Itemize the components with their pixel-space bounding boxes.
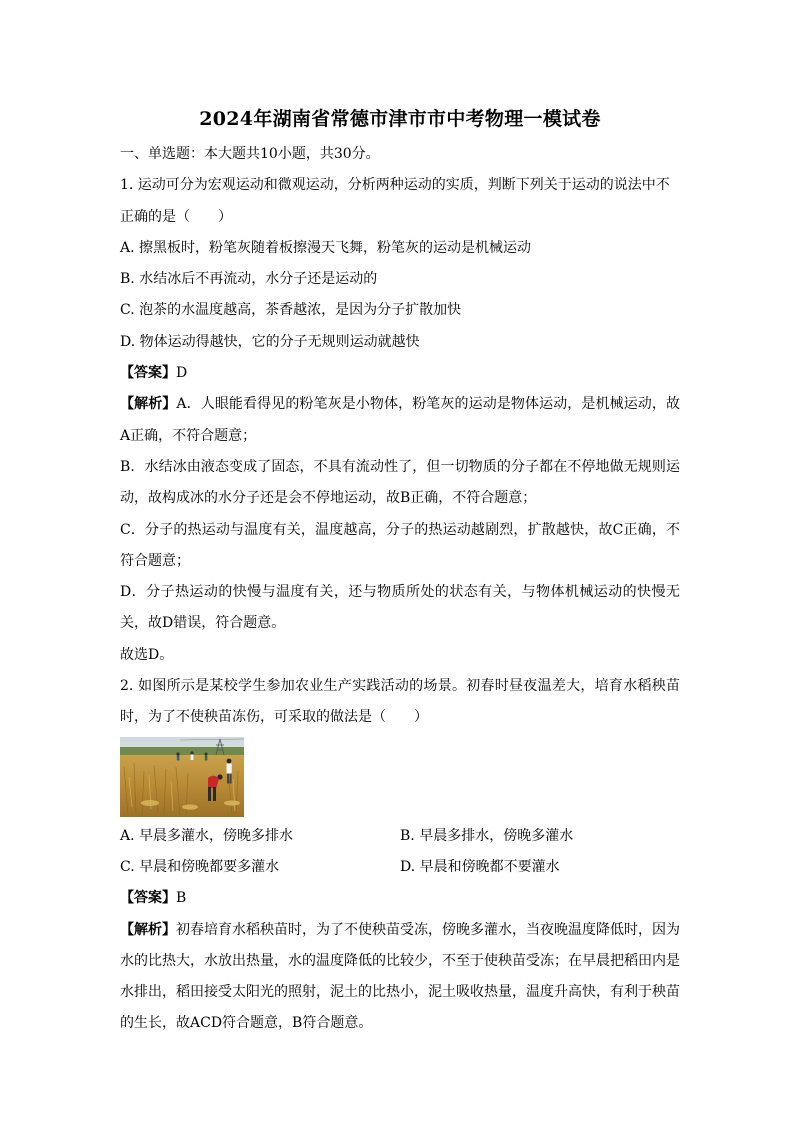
question-1 <box>120 170 680 671</box>
analysis-label: 【解析】 <box>120 921 176 938</box>
rice-field-illustration <box>120 737 244 817</box>
exam-title: 2024年湖南省常德市津市市中考物理一模试卷 <box>199 108 601 130</box>
question-2-option-a: A. 早晨多灌水，傍晚多排水 <box>120 827 294 844</box>
question-1-answer <box>120 358 680 389</box>
answer-label: 【答案】 <box>120 365 176 382</box>
question-1-analysis-b: B．水结冰由液态变成了固态，不具有流动性了，但一切物质的分子都在不停地做无规则运动，故构成冰的水分子还是会不停地运动，故B正确，不符合题意； <box>120 458 680 507</box>
analysis-text: 初春培育水稻秧苗时，为了不使秧苗受冻，傍晚多灌水，当夜晚温度降低时，因为水的比热大，水放出热量，水的温度降低的比较少，不至于使秧苗受冻；在早晨把稻田内是水排出，稻田接受太阳光的照射，泥土的比热小，泥土吸收热量，温度升高快，有利于秧苗的生长，故ACD符合题意，B符合题意。 <box>120 921 680 1032</box>
question-2-options-row2 <box>120 852 680 883</box>
answer-label: 【答案】 <box>120 890 176 907</box>
answer-value: D <box>176 365 188 382</box>
question-1-stem-line2: 正确的是（ ） <box>120 208 232 225</box>
question-1-analysis-d: D．分子热运动的快慢与温度有关，还与物质所处的状态有关，与物体机械运动的快慢无关，故D错误，符合题意。 <box>120 584 680 632</box>
answer-value: B <box>176 890 187 907</box>
section-header: 一、单选题：本大题共10小题，共30分。 <box>120 146 380 162</box>
question-2-options-row1 <box>120 821 680 852</box>
question-1-analysis-a <box>120 389 680 452</box>
analysis-label: 【解析】 <box>120 396 177 413</box>
question-2-answer <box>120 883 680 914</box>
analysis-text: A．人眼能看得见的粉笔灰是小物体，粉笔灰的运动是物体运动，是机械运动，故A正确，不符合题意； <box>120 396 681 444</box>
question-1-conclusion: 故选D。 <box>120 646 174 663</box>
question-1-option-d: D. 物体运动得越快，它的分子无规则运动就越快 <box>120 333 420 350</box>
question-1-stem-line1: 1. 运动可分为宏观运动和微观运动，分析两种运动的实质，判断下列关于运动的说法中不 <box>120 177 670 194</box>
question-1-analysis-c: C．分子的热运动与温度有关，温度越高，分子的热运动越剧烈，扩散越快，故C正确，不符合题意； <box>120 521 680 569</box>
question-2-option-d: D. 早晨和傍晚都不要灌水 <box>400 858 560 875</box>
question-1-option-a: A. 擦黑板时，粉笔灰随着板擦漫天飞舞，粉笔灰的运动是机械运动 <box>120 239 532 256</box>
question-2-option-c: C. 早晨和傍晚都要多灌水 <box>120 858 280 875</box>
question-2-option-b: B. 早晨多排水，傍晚多灌水 <box>400 827 574 844</box>
rice-field-photo <box>120 737 244 817</box>
question-2 <box>120 671 680 1040</box>
question-1-option-b: B. 水结冰后不再流动，水分子还是运动的 <box>120 271 378 288</box>
exam-page <box>120 104 680 1040</box>
question-2-analysis <box>120 915 680 1040</box>
question-2-stem: 2. 如图所示是某校学生参加农业生产实践活动的场景。初春时昼夜温差大，培育水稻秧苗时，为了不使秧苗冻伤，可采取的做法是（ ） <box>120 678 680 726</box>
question-1-option-c: C. 泡茶的水温度越高，茶香越浓，是因为分子扩散加快 <box>120 302 462 319</box>
